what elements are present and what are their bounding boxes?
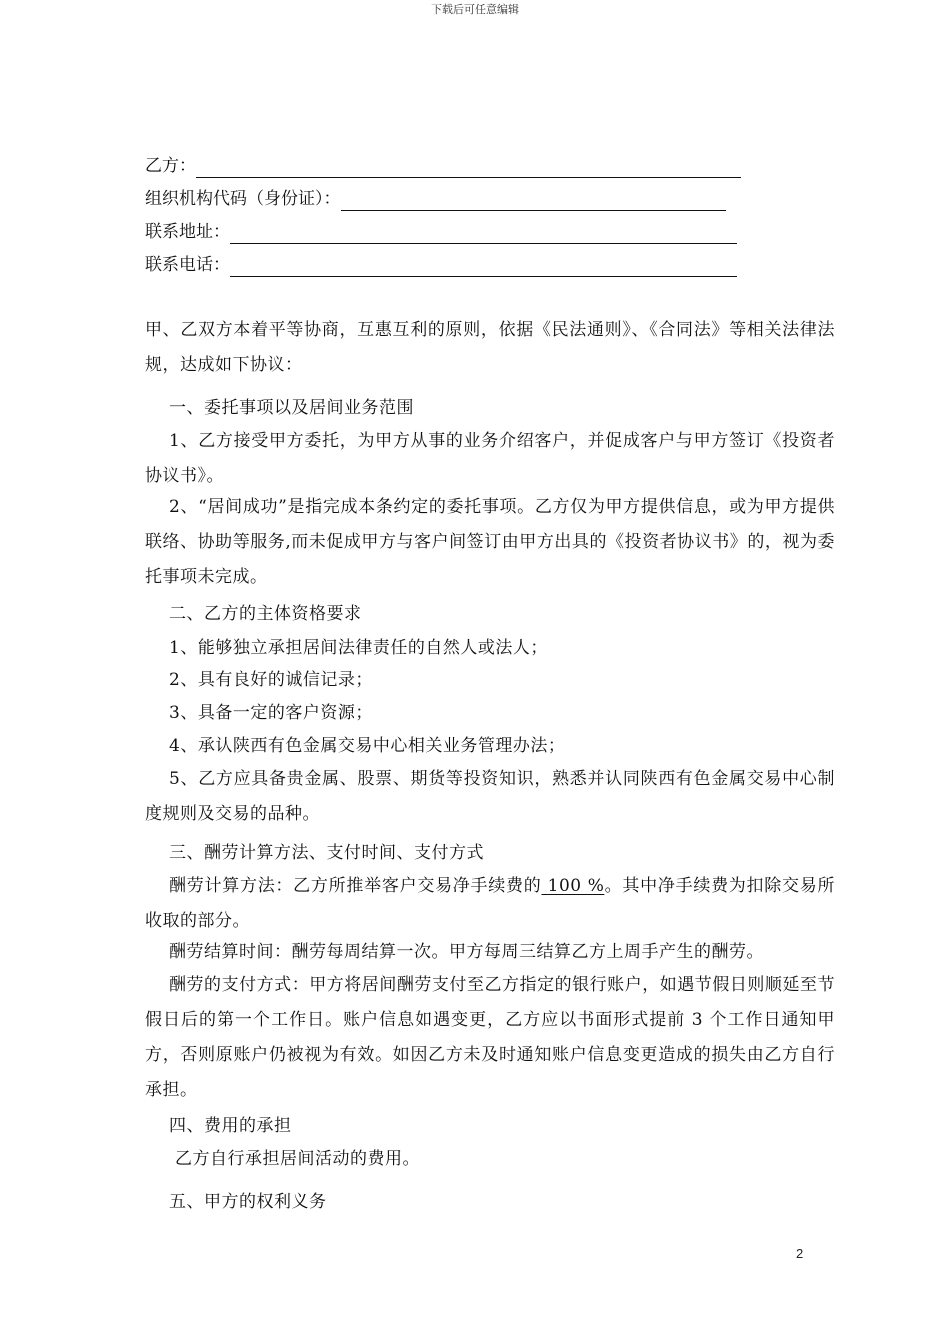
party-b-field xyxy=(145,150,741,178)
section-4-item: 乙方自行承担居间活动的费用。 xyxy=(175,1149,420,1169)
party-b-blank[interactable] xyxy=(196,157,741,178)
section-2-item-4: 4、承认陕西有色金属交易中心相关业务管理办法； xyxy=(169,736,566,756)
section-2-item-2: 2、具有良好的诚信记录； xyxy=(169,670,373,690)
section-2-item-3: 3、具备一定的客户资源； xyxy=(169,703,373,723)
org-code-label: 组织机构代码（身份证）： xyxy=(145,189,341,209)
section-3-payment: 酬劳的支付方式：甲方将居间酬劳支付至乙方指定的银行账户，如遇节假日则顺延至节假日后的第一个工作日。账户信息如遇变更，乙方应以书面形式提前 3 个工作日通知甲方，否则原账户仍被视为有效。如因乙方未及时通知账户信息变更造成的损失由乙方自行承担。 xyxy=(145,975,835,1100)
section-1-item-1: 1、乙方接受甲方委托，为甲方从事的业务介绍客户，并促成客户与甲方签订《投资者协议书》。 xyxy=(145,431,835,486)
org-code-blank[interactable] xyxy=(341,190,726,211)
section-1-item-2: 2、“居间成功”是指完成本条约定的委托事项。乙方仅为甲方提供信息，或为甲方提供联络、协助等服务,而未促成甲方与客户间签订由甲方出具的《投资者协议书》的，视为委托事项未完成。 xyxy=(145,497,835,587)
calc-suffix: 。其中净手续费为扣除交易所收取的部分。 xyxy=(145,876,836,931)
intro-paragraph: 甲、乙双方本着平等协商，互惠互利的原则，依据《民法通则》、《合同法》等相关法律法规，达成如下协议： xyxy=(145,320,835,375)
page-number: 2 xyxy=(796,1246,804,1261)
party-b-label: 乙方： xyxy=(145,156,196,176)
header-note: 下载后可任意编辑 xyxy=(431,3,519,16)
section-3-title: 三、酬劳计算方法、支付时间、支付方式 xyxy=(169,843,484,863)
phone-blank[interactable] xyxy=(230,256,737,277)
phone-label: 联系电话： xyxy=(145,255,230,275)
calc-percent-value: 100 % xyxy=(541,876,605,896)
section-1-title: 一、委托事项以及居间业务范围 xyxy=(169,398,414,418)
address-label: 联系地址： xyxy=(145,222,230,242)
section-4-title: 四、费用的承担 xyxy=(169,1116,292,1136)
section-3-calc xyxy=(145,869,835,939)
section-2-item-1: 1、能够独立承担居间法律责任的自然人或法人； xyxy=(169,638,548,658)
phone-field xyxy=(145,249,737,277)
section-2-item-5: 5、乙方应具备贵金属、股票、期货等投资知识，熟悉并认同陕西有色金属交易中心制度规则及交易的品种。 xyxy=(145,769,835,824)
section-2-title: 二、乙方的主体资格要求 xyxy=(169,604,362,624)
address-blank[interactable] xyxy=(230,223,737,244)
org-code-field xyxy=(145,183,726,211)
address-field xyxy=(145,216,737,244)
section-3-settle: 酬劳结算时间：酬劳每周结算一次。甲方每周三结算乙方上周手产生的酬劳。 xyxy=(169,942,764,962)
section-5-title: 五、甲方的权利义务 xyxy=(169,1192,327,1212)
calc-prefix: 酬劳计算方法：乙方所推举客户交易净手续费的 xyxy=(169,876,542,896)
